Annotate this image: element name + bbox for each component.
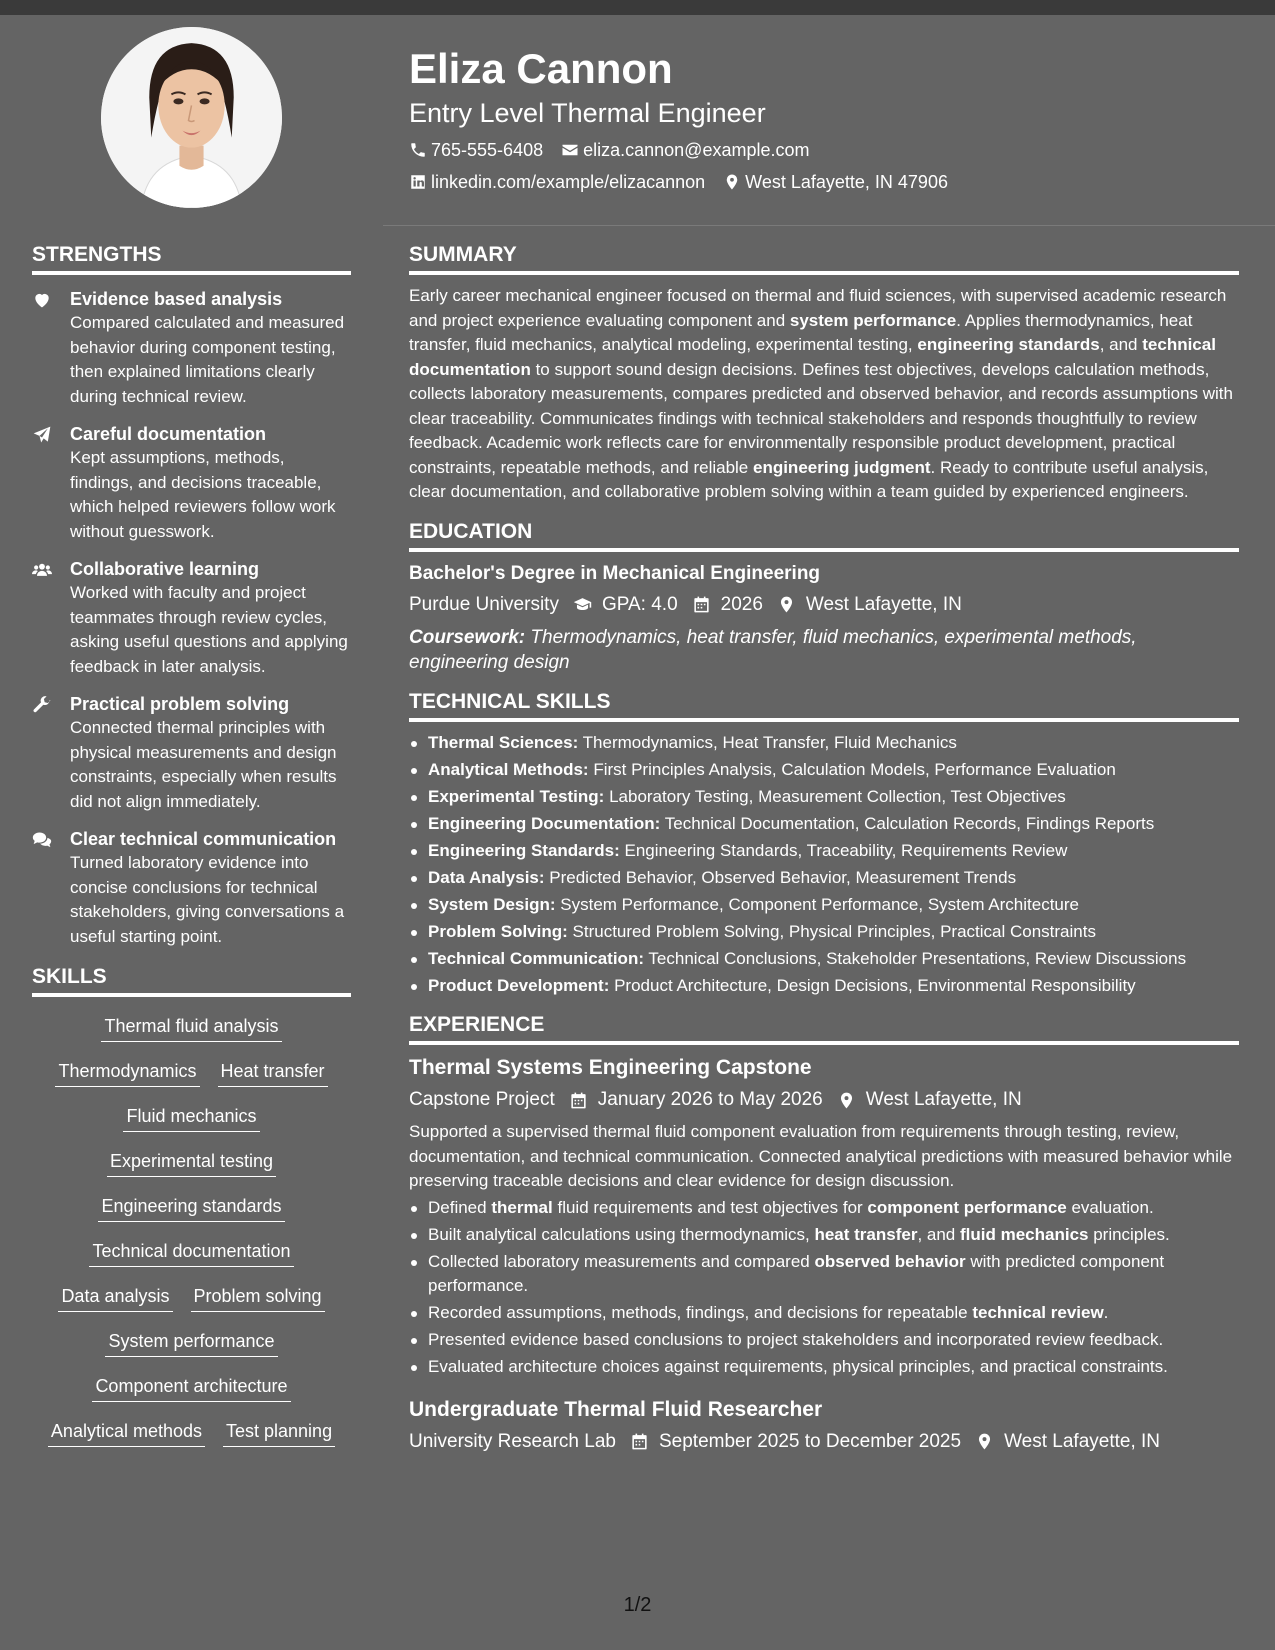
strength-title: Careful documentation — [70, 424, 267, 444]
job-bullet: Built analytical calculations using thermodynamics, heat transfer, and fluid mechanics principles. — [409, 1223, 1239, 1248]
skill-tag: Analytical methods — [48, 1418, 205, 1447]
skill-tag-row — [32, 1367, 351, 1412]
technical-skill-item: Engineering Documentation: Technical Documentation, Calculation Records, Findings Reports — [409, 812, 1239, 837]
job-meta — [409, 1428, 1239, 1456]
technical-skills-heading: TECHNICAL SKILLS — [409, 687, 1239, 722]
calendar-icon — [692, 595, 711, 614]
strength-description: Worked with faculty and project teammates through review cycles, asking useful questions and applying feedback in later analysis. — [70, 583, 348, 676]
job-meta — [409, 1086, 1239, 1114]
technical-skill-item: Problem Solving: Structured Problem Solving, Physical Principles, Practical Constraints — [409, 920, 1239, 945]
strength-item — [32, 287, 351, 409]
skill-tag: Experimental testing — [107, 1148, 276, 1177]
graduation-cap-icon — [573, 595, 592, 614]
phone-icon — [409, 141, 427, 159]
job-location: West Lafayette, IN — [975, 1428, 1160, 1456]
left-column — [32, 240, 351, 1457]
phone-number: 765-555-6408 — [431, 140, 544, 160]
technical-skill-item: Product Development: Product Architecture, Design Decisions, Environmental Responsibility — [409, 974, 1239, 999]
technical-skills-list — [409, 731, 1239, 999]
job-bullet: Defined thermal fluid requirements and test objectives for component performance evaluation. — [409, 1196, 1239, 1221]
summary-heading: SUMMARY — [409, 240, 1239, 275]
skill-tag: System performance — [105, 1328, 277, 1357]
calendar-icon — [630, 1432, 649, 1451]
strength-description: Kept assumptions, methods, findings, and decisions traceable, which helped reviewers follow work without guesswork. — [70, 448, 336, 541]
job-title: Thermal Systems Engineering Capstone — [409, 1056, 812, 1079]
resume-header — [409, 42, 1239, 194]
job-dates: September 2025 to December 2025 — [630, 1428, 961, 1456]
wrench-icon — [32, 695, 52, 715]
strengths-list — [32, 287, 351, 949]
job-organization: Capstone Project — [409, 1089, 555, 1110]
strength-description: Connected thermal principles with physical measurements and design constraints, especially when results did not align immediately. — [70, 718, 337, 811]
profile-photo-image — [101, 27, 282, 208]
location-text: West Lafayette, IN 47906 — [745, 172, 948, 192]
job-bullet: Evaluated architecture choices against requirements, physical principles, and practical constraints. — [409, 1355, 1239, 1380]
skill-tag: Test planning — [223, 1418, 335, 1447]
skill-tag: Heat transfer — [218, 1058, 328, 1087]
profile-photo — [101, 27, 282, 208]
strength-item — [32, 422, 351, 544]
location-contact — [723, 170, 948, 194]
calendar-icon — [569, 1091, 588, 1110]
skill-tag: Thermal fluid analysis — [101, 1013, 281, 1042]
job-bullet: Collected laboratory measurements and compared observed behavior with predicted component performance. — [409, 1250, 1239, 1299]
email-address: eliza.cannon@example.com — [583, 140, 810, 160]
skill-tag-row — [32, 1412, 351, 1457]
phone-contact[interactable] — [409, 138, 543, 162]
experience-heading: EXPERIENCE — [409, 1010, 1239, 1045]
strength-item — [32, 827, 351, 949]
technical-skill-item: System Design: System Performance, Component Performance, System Architecture — [409, 893, 1239, 918]
linkedin-contact[interactable] — [409, 170, 705, 194]
map-pin-icon — [837, 1091, 856, 1110]
skill-tag: Technical documentation — [89, 1238, 293, 1267]
education-meta — [409, 591, 1239, 619]
map-pin-icon — [975, 1432, 994, 1451]
summary-text: Early career mechanical engineer focused on thermal and fluid sciences, with supervised academic research and project experience evaluating component and system performance. Applies thermodynamics, heat transfer, fluid mechanics, analytical modeling, experimental testing, engineering standards, and technical documentation to support sound design decisions. Defines test objectives, develops calculation methods, collects laboratory measurements, compares predicted and observed behavior, and records assumptions with clear traceability. Communicates findings with technical stakeholders and responds thoughtfully to review feedback. Academic work reflects care for environmentally responsible product development, practical constraints, repeatable methods, and reliable engineering judgment. Ready to contribute useful analysis, clear documentation, and collaborative problem solving within a team guided by experienced engineers. — [409, 286, 1233, 501]
degree-title: Bachelor's Degree in Mechanical Engineering — [409, 562, 821, 584]
skill-tag: Component architecture — [92, 1373, 290, 1402]
skills-heading: SKILLS — [32, 962, 351, 997]
skill-tag: Data analysis — [58, 1283, 172, 1312]
school-name: Purdue University — [409, 593, 559, 615]
strength-title: Clear technical communication — [70, 829, 337, 849]
email-contact[interactable] — [561, 138, 809, 162]
job-location: West Lafayette, IN — [837, 1086, 1022, 1114]
contact-row-2 — [409, 170, 1239, 194]
technical-skill-item: Thermal Sciences: Thermodynamics, Heat Transfer, Fluid Mechanics — [409, 731, 1239, 756]
skill-tag-row — [32, 1187, 351, 1232]
strength-title: Collaborative learning — [70, 559, 260, 579]
skill-tag-row — [32, 1232, 351, 1277]
right-column — [409, 240, 1239, 1456]
job-bullet: Presented evidence based conclusions to project stakeholders and incorporated review feedback. — [409, 1328, 1239, 1353]
job-dates: January 2026 to May 2026 — [569, 1086, 823, 1114]
strength-description: Turned laboratory evidence into concise conclusions for technical stakeholders, giving conversations a useful starting point. — [70, 853, 345, 946]
skill-tag: Problem solving — [191, 1283, 325, 1312]
education-location: West Lafayette, IN — [777, 591, 962, 619]
skill-tag-row — [32, 1322, 351, 1367]
skill-tag-row — [32, 1097, 351, 1142]
job-summary: Supported a supervised thermal fluid component evaluation from requirements through testing, review, documentation, and technical communication. Connected analytical predictions with measured behavior while preserving traceable decisions and clear evidence for design discussion. — [409, 1122, 1233, 1190]
skill-tag-row — [32, 1007, 351, 1052]
contact-row-1 — [409, 138, 1239, 162]
map-pin-icon — [777, 595, 796, 614]
education-heading: EDUCATION — [409, 517, 1239, 552]
gpa: GPA: 4.0 — [573, 591, 678, 619]
job-organization: University Research Lab — [409, 1430, 616, 1452]
strength-title: Practical problem solving — [70, 694, 290, 714]
technical-skill-item: Engineering Standards: Engineering Standards, Traceability, Requirements Review — [409, 839, 1239, 864]
skill-tag: Engineering standards — [98, 1193, 284, 1222]
technical-skill-item: Analytical Methods: First Principles Analysis, Calculation Models, Performance Evaluation — [409, 758, 1239, 783]
users-icon — [32, 560, 52, 580]
linkedin-url: linkedin.com/example/elizacannon — [431, 172, 706, 192]
header-divider — [383, 225, 1275, 226]
job-title: Undergraduate Thermal Fluid Researcher — [409, 1397, 823, 1421]
strength-item — [32, 557, 351, 679]
technical-skill-item: Experimental Testing: Laboratory Testing, Measurement Collection, Test Objectives — [409, 785, 1239, 810]
top-bar — [0, 0, 1275, 15]
page-number: 1/2 — [623, 1594, 652, 1616]
paper-plane-icon — [32, 425, 52, 445]
skill-tag-row — [32, 1142, 351, 1187]
technical-skill-item: Technical Communication: Technical Conclusions, Stakeholder Presentations, Review Discussions — [409, 947, 1239, 972]
comments-icon — [32, 830, 52, 850]
strengths-heading: STRENGTHS — [32, 240, 351, 275]
job-bullets — [409, 1196, 1239, 1380]
candidate-title: Entry Level Thermal Engineer — [409, 98, 766, 128]
skill-tag-row — [32, 1052, 351, 1097]
candidate-name: Eliza Cannon — [409, 45, 673, 92]
strength-title: Evidence based analysis — [70, 289, 283, 309]
skill-tags — [32, 1007, 351, 1457]
heart-icon — [32, 290, 52, 310]
skill-tag-row — [32, 1277, 351, 1322]
skill-tag: Fluid mechanics — [123, 1103, 259, 1132]
linkedin-icon — [409, 173, 427, 191]
coursework: Coursework: Thermodynamics, heat transfer, fluid mechanics, experimental methods, engineering design — [409, 626, 1137, 673]
envelope-icon — [561, 141, 579, 159]
strength-description: Compared calculated and measured behavior during component testing, then explained limitations clearly during technical review. — [70, 313, 345, 406]
graduation-year: 2026 — [692, 591, 763, 619]
strength-item — [32, 692, 351, 814]
skill-tag: Thermodynamics — [55, 1058, 199, 1087]
technical-skill-item: Data Analysis: Predicted Behavior, Observed Behavior, Measurement Trends — [409, 866, 1239, 891]
map-pin-icon — [723, 173, 741, 191]
job-bullet: Recorded assumptions, methods, findings, and decisions for repeatable technical review. — [409, 1301, 1239, 1326]
